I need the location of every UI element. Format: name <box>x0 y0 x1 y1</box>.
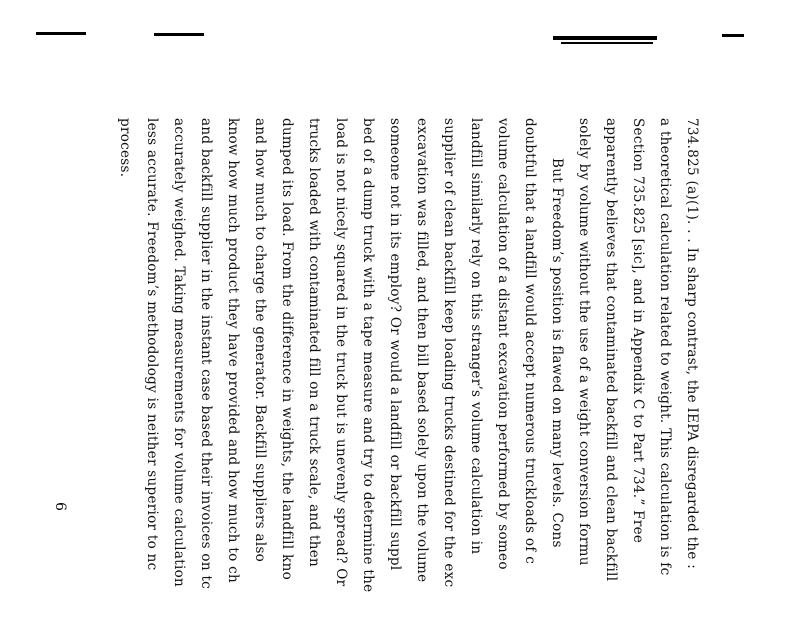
text-line: and backfill supplier in the instant case based their invoices on tc <box>198 118 214 590</box>
scan-artifact-left-1 <box>36 32 86 35</box>
text-line: landfill similarly rely on this stranger’s volume calculation in <box>468 118 484 555</box>
text-line: load is not nicely squared in the truck but is unevenly spread? Or <box>333 118 349 587</box>
text-line: a theoretical calculation related to weight. This calculation is fc <box>657 118 673 576</box>
text-line: bed of a dump truck with a tape measure and try to determine the <box>360 118 376 593</box>
text-line: Section 735.825 [sic], and in Appendix C to Part 734.” Free <box>630 118 646 544</box>
text-line: doubtful that a landfill would accept numerous truckloads of c <box>522 118 538 565</box>
text-line: and how much to charge the generator. Backfill suppliers also <box>252 118 268 563</box>
text-line: process. <box>117 118 133 178</box>
text-line: 734.825 (a)(1). . . In sharp contrast, the IEPA disregarded the : <box>684 118 700 570</box>
text-line: trucks loaded with contaminated fill on a truck scale, and then <box>306 118 322 568</box>
text-line: excavation was filled, and then bill based solely upon the volume <box>414 118 430 583</box>
text-line: volume calculation of a distant excavation performed by someo <box>495 118 511 570</box>
text-line: accurately weighed. Taking measurements for volume calculation <box>171 118 187 588</box>
scan-artifact-right-edge <box>722 34 744 37</box>
scan-artifact-top <box>553 36 657 40</box>
text-line: solely by volume without the use of a weight conversion formu <box>576 118 592 566</box>
scan-artifact-left-2 <box>154 33 204 36</box>
scan-artifact-top-2 <box>561 42 653 44</box>
text-line: supplier of clean backfill keep loading trucks destined for the exc <box>441 118 457 588</box>
text-line: know how much product they have provided and how much to ch <box>225 118 241 583</box>
text-line: less accurate. Freedom’s methodology is neither superior to nc <box>144 118 160 571</box>
document-body <box>80 118 700 618</box>
text-line: dumped its load. From the difference in weights, the landfill kno <box>279 118 295 581</box>
page-number: 6 <box>52 502 68 511</box>
text-line: But Freedom’s position is flawed on many levels. Cons <box>549 158 565 548</box>
text-line: someone not in its employ? Or would a landfill or backfill suppl <box>387 118 403 571</box>
text-line: apparently believes that contaminated backfill and clean backfill <box>603 118 619 582</box>
